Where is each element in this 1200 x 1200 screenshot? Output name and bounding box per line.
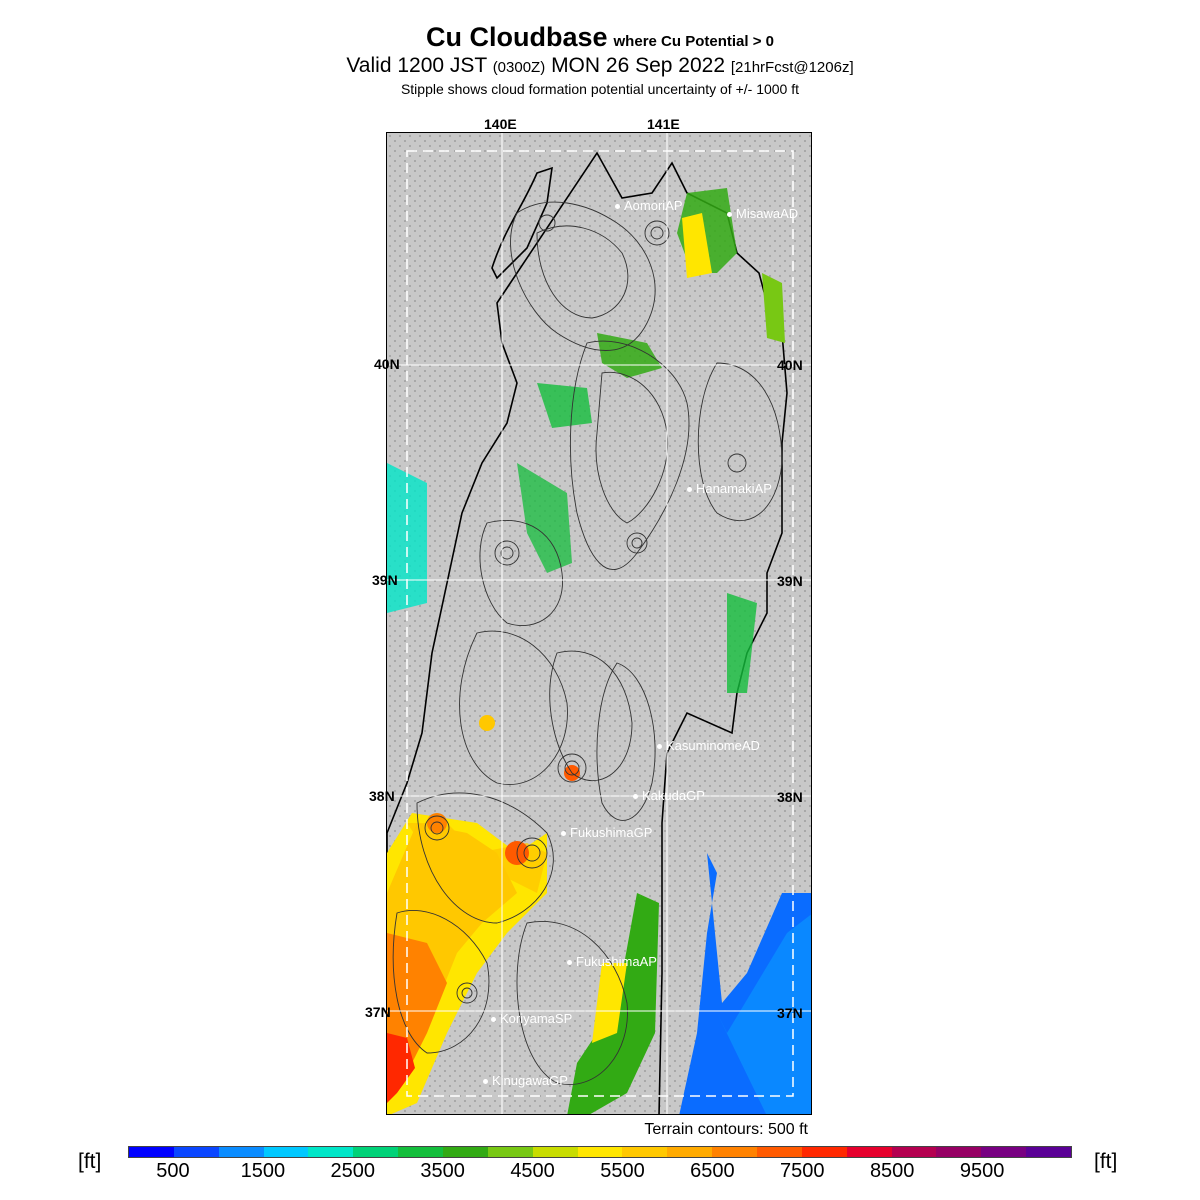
colorbar-tick-label: 9500: [959, 1160, 1005, 1182]
colorbar-segment: [398, 1147, 443, 1157]
colorbar-tick-label: 3500: [420, 1160, 465, 1182]
lat-label-39n-right: 39N: [777, 573, 803, 589]
lat-label-37n-right: 37N: [777, 1005, 803, 1021]
colorbar-segment: [667, 1147, 712, 1157]
terrain-contour-note: Terrain contours: 500 ft: [644, 1121, 808, 1138]
colorbar-segment: [757, 1147, 802, 1157]
location-dot: [727, 212, 732, 217]
colorbar-tick-label: 500: [156, 1160, 190, 1182]
colorbar: [128, 1146, 1072, 1158]
cloudbase-peak-4: [479, 715, 495, 731]
location-fukushima-gp: FukushimaGP: [561, 825, 652, 840]
colorbar-segment: [578, 1147, 623, 1157]
location-koriyama-sp: KoriyamaSP: [491, 1011, 572, 1026]
colorbar-segment: [219, 1147, 264, 1157]
colorbar-segment: [712, 1147, 757, 1157]
colorbar-segment: [533, 1147, 578, 1157]
stipple-note: Stipple shows cloud formation potential uncertainty of +/- 1000 ft: [400, 81, 800, 97]
colorbar-segment: [264, 1147, 309, 1157]
map-panel: [386, 132, 812, 1115]
colorbar-segment: [129, 1147, 174, 1157]
colorbar-tick-label: 4500: [510, 1160, 555, 1182]
lat-label-38n-right: 38N: [777, 789, 803, 805]
location-dot: [561, 831, 566, 836]
colorbar-segment: [1026, 1147, 1071, 1157]
colorbar-segment: [802, 1147, 847, 1157]
colorbar-segment: [488, 1147, 533, 1157]
colorbar-segment: [892, 1147, 937, 1157]
colorbar-tick-label: 2500: [330, 1160, 375, 1182]
colorbar-unit-right: [ft]: [1094, 1150, 1118, 1173]
colorbar-segment: [981, 1147, 1026, 1157]
location-dot: [687, 487, 692, 492]
location-hanamaki-ap: HanamakiAP: [687, 481, 772, 496]
title-main: Cu Cloudbase: [426, 22, 608, 52]
valid-time: [0, 54, 1200, 78]
colorbar-tick-label: 1500: [240, 1160, 286, 1182]
location-dot: [483, 1079, 488, 1084]
colorbar-segment: [936, 1147, 981, 1157]
location-dot: [657, 744, 662, 749]
location-misawa-ad: MisawaAD: [727, 206, 798, 221]
colorbar-segment: [174, 1147, 219, 1157]
location-dot: [567, 960, 572, 965]
chart-title: [0, 22, 1200, 53]
location-kakuda-gp: KakudaGP: [633, 788, 705, 803]
location-dot: [615, 204, 620, 209]
location-dot: [633, 794, 638, 799]
title-qualifier: where Cu Potential > 0: [613, 33, 774, 50]
location-aomori-ap: AomoriAP: [615, 198, 683, 213]
colorbar-segment: [308, 1147, 353, 1157]
lat-label-40n-left: 40N: [374, 356, 400, 372]
colorbar-tick-label: 7500: [780, 1160, 825, 1182]
colorbar-segment: [443, 1147, 488, 1157]
colorbar-segment: [847, 1147, 892, 1157]
location-kinugawa-gp: KinugawaGP: [483, 1073, 568, 1088]
valid-zulu: (0300Z): [492, 59, 546, 76]
colorbar-tick-label: 5500: [600, 1160, 645, 1182]
location-dot: [491, 1017, 496, 1022]
location-kasuminome-ad: KasuminomeAD: [657, 738, 760, 753]
lat-label-39n-left: 39N: [372, 572, 398, 588]
colorbar-tick-label: 8500: [869, 1160, 915, 1182]
colorbar-segment: [622, 1147, 667, 1157]
location-fukushima-ap: FukushimaAP: [567, 954, 657, 969]
lon-label-141e-top: 141E: [647, 116, 680, 132]
valid-date: MON 26 Sep 2022: [551, 54, 725, 77]
colorbar-segment: [353, 1147, 398, 1157]
valid-prefix: Valid 1200 JST: [346, 54, 487, 77]
forecast-info: [21hrFcst@1206z]: [730, 59, 854, 76]
colorbar-tick-label: 6500: [690, 1160, 735, 1182]
lat-label-37n-left: 37N: [365, 1004, 391, 1020]
lat-label-40n-right: 40N: [777, 357, 803, 373]
colorbar-unit-left: [ft]: [78, 1150, 102, 1173]
lon-label-140e-top: 140E: [484, 116, 517, 132]
lat-label-38n-left: 38N: [369, 788, 395, 804]
